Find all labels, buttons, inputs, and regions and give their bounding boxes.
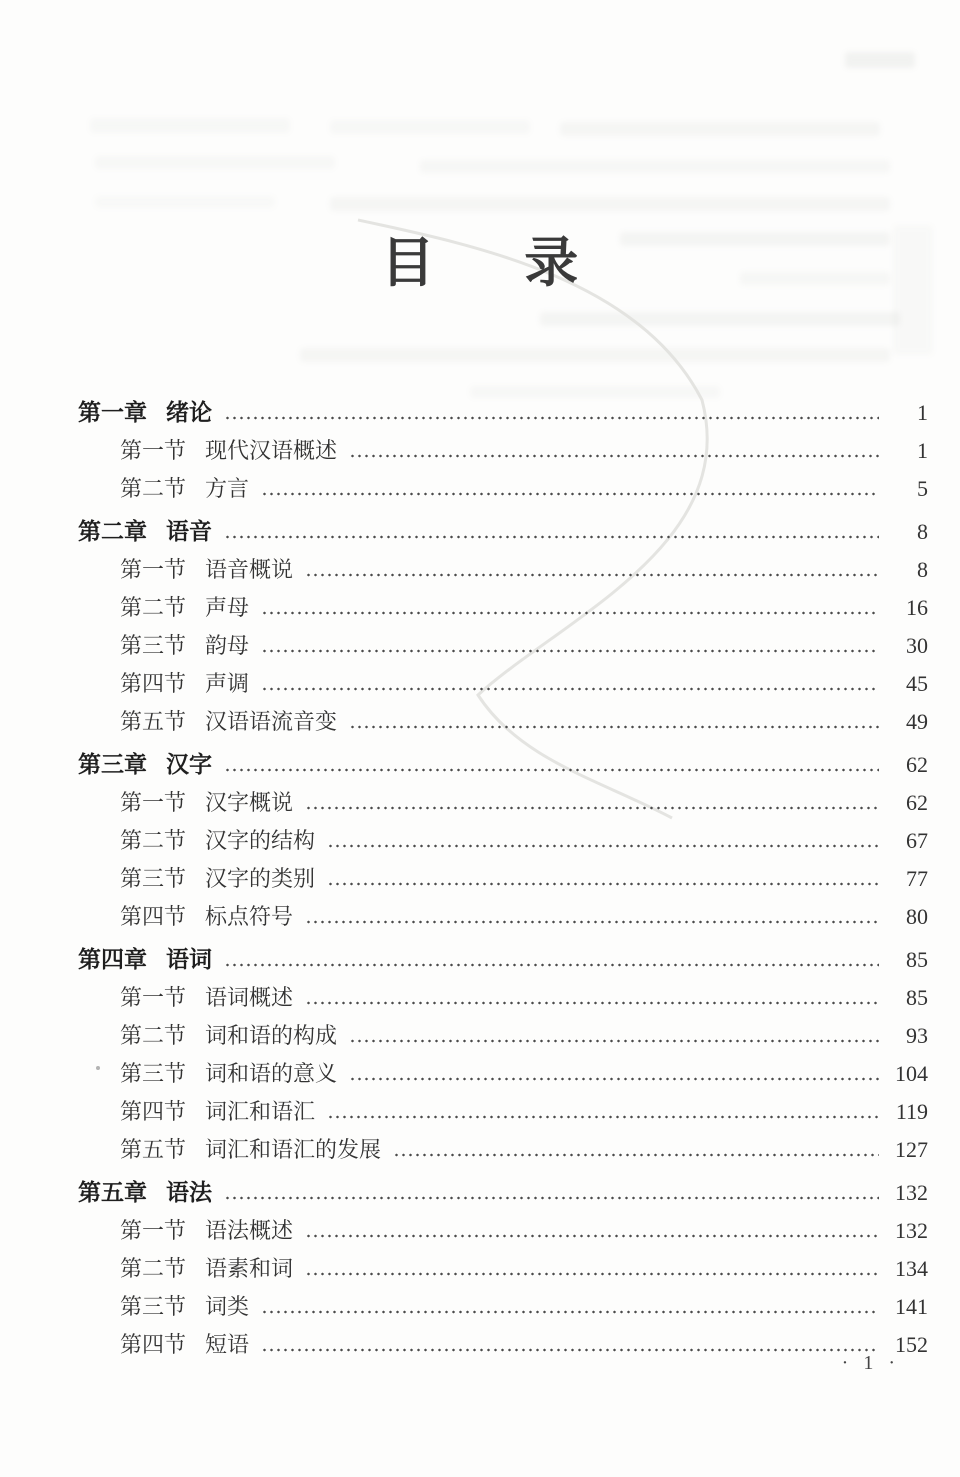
toc-entry-page: 93	[906, 1023, 928, 1048]
scan-smudge	[300, 348, 890, 362]
toc-entry-title: 语法	[166, 1180, 212, 1205]
dot-leader	[349, 1077, 879, 1081]
toc-entry-title: 汉字的结构	[205, 828, 316, 853]
toc-entry-label: 第一节	[120, 1218, 187, 1243]
footer-page-number: · 1 ·	[841, 1352, 900, 1374]
toc-entry-section	[78, 1212, 928, 1250]
toc-entry-chapter	[78, 1174, 928, 1212]
toc-entry-title: 词汇和语汇	[205, 1099, 316, 1124]
scan-smudge	[540, 312, 900, 326]
toc-entry-label: 第三节	[120, 1294, 187, 1319]
toc-entry-section	[78, 1055, 928, 1093]
toc-entry-section	[78, 1131, 928, 1169]
dot-leader	[224, 768, 879, 772]
toc-entry-section	[78, 1017, 928, 1055]
toc-entry-title: 汉语语流音变	[205, 709, 338, 734]
toc-entry-chapter	[78, 394, 928, 432]
toc-entry-page: 49	[906, 709, 928, 734]
toc-entry-title: 语词	[166, 947, 212, 972]
toc-entry-page: 30	[906, 633, 928, 658]
toc-entry-label: 第二节	[120, 1256, 187, 1281]
toc-entry-title: 声母	[205, 595, 250, 620]
scan-smudge	[330, 120, 530, 134]
toc-entry-page: 1	[917, 438, 928, 463]
toc-entry-section	[78, 1326, 928, 1364]
toc-entry-title: 语音	[166, 519, 212, 544]
dot-leader	[224, 416, 879, 420]
toc-entry-page: 45	[906, 671, 928, 696]
toc-entry-title: 词和语的构成	[205, 1023, 338, 1048]
toc-entry-section	[78, 822, 928, 860]
toc-entry-label: 第五节	[120, 709, 187, 734]
dot-leader	[261, 1348, 879, 1352]
toc-entry-label: 第一章	[78, 400, 147, 425]
toc-entry-label: 第三节	[120, 866, 187, 891]
toc-entry-section	[78, 589, 928, 627]
toc-entry-label: 第四节	[120, 1099, 187, 1124]
toc-entry-chapter	[78, 513, 928, 551]
toc-entry-page: 119	[895, 1099, 928, 1124]
toc-entry-section	[78, 784, 928, 822]
toc-entry-title: 声调	[205, 671, 250, 696]
toc-entry-label: 第二节	[120, 595, 187, 620]
dot-leader	[305, 920, 879, 924]
toc-entry-label: 第四章	[78, 947, 147, 972]
toc-entry-title: 语词概述	[205, 985, 294, 1010]
dot-leader	[349, 1039, 879, 1043]
toc-entry-page: 8	[917, 519, 928, 544]
toc-entry-page: 152	[895, 1332, 928, 1357]
toc-entry-label: 第四节	[120, 671, 187, 696]
toc-entry-title: 词汇和语汇的发展	[205, 1137, 382, 1162]
toc-list	[78, 394, 928, 1364]
toc-entry-page: 62	[906, 752, 928, 777]
scan-smudge	[420, 160, 890, 173]
toc-entry-title: 韵母	[205, 633, 250, 658]
dot-leader	[327, 882, 879, 886]
toc-entry-page: 62	[906, 790, 928, 815]
dot-leader	[261, 611, 879, 615]
toc-entry-label: 第二节	[120, 828, 187, 853]
toc-entry-label: 第三节	[120, 633, 187, 658]
toc-entry-section	[78, 470, 928, 508]
toc-entry-section	[78, 627, 928, 665]
dot-leader	[261, 492, 879, 496]
toc-entry-chapter	[78, 746, 928, 784]
toc-entry-page: 132	[895, 1218, 928, 1243]
toc-entry-label: 第五节	[120, 1137, 187, 1162]
toc-entry-label: 第二节	[120, 1023, 187, 1048]
dot-leader	[305, 806, 879, 810]
toc-entry-section	[78, 1288, 928, 1326]
toc-entry-chapter	[78, 941, 928, 979]
toc-entry-page: 132	[895, 1180, 928, 1205]
toc-entry-page: 8	[917, 557, 928, 582]
toc-entry-section	[78, 979, 928, 1017]
toc-entry-section	[78, 665, 928, 703]
scan-smudge	[845, 52, 915, 68]
toc-entry-title: 汉字	[166, 752, 212, 777]
dot-leader	[224, 1196, 879, 1200]
toc-entry-label: 第一节	[120, 557, 187, 582]
toc-entry-page: 1	[917, 400, 928, 425]
toc-entry-section	[78, 703, 928, 741]
scan-smudge	[90, 118, 290, 133]
toc-entry-page: 80	[906, 904, 928, 929]
toc-entry-page: 5	[917, 476, 928, 501]
toc-entry-section	[78, 1093, 928, 1131]
toc-entry-title: 语素和词	[205, 1256, 294, 1281]
dot-leader	[305, 573, 879, 577]
page-title: 目 录	[380, 233, 580, 293]
dot-leader	[393, 1153, 879, 1157]
dot-leader	[349, 725, 879, 729]
dot-leader	[327, 844, 879, 848]
toc-entry-label: 第四节	[120, 1332, 187, 1357]
toc-entry-page: 104	[895, 1061, 928, 1086]
toc-entry-page: 67	[906, 828, 928, 853]
toc-entry-section	[78, 898, 928, 936]
scan-smudge	[95, 196, 275, 208]
toc-entry-title: 短语	[205, 1332, 250, 1357]
toc-entry-title: 词和语的意义	[205, 1061, 338, 1086]
dot-leader	[261, 1310, 879, 1314]
toc-entry-title: 现代汉语概述	[205, 438, 338, 463]
toc-entry-label: 第五章	[78, 1180, 147, 1205]
toc-entry-section	[78, 860, 928, 898]
toc-entry-title: 绪论	[166, 400, 212, 425]
toc-entry-section	[78, 551, 928, 589]
toc-entry-page: 127	[895, 1137, 928, 1162]
dot-leader	[305, 1234, 879, 1238]
toc-entry-label: 第一节	[120, 985, 187, 1010]
dot-leader	[305, 1272, 879, 1276]
toc-entry-title: 方言	[205, 476, 250, 501]
toc-entry-label: 第一节	[120, 790, 187, 815]
toc-entry-label: 第三章	[78, 752, 147, 777]
toc-entry-page: 77	[906, 866, 928, 891]
dot-leader	[349, 454, 879, 458]
toc-entry-label: 第三节	[120, 1061, 187, 1086]
toc-entry-title: 语法概述	[205, 1218, 294, 1243]
dot-leader	[224, 535, 879, 539]
dot-leader	[305, 1001, 879, 1005]
toc-entry-title: 汉字概说	[205, 790, 294, 815]
scan-smudge	[95, 156, 335, 169]
scan-smudge	[330, 197, 890, 211]
toc-entry-page: 134	[895, 1256, 928, 1281]
toc-entry-page: 85	[906, 947, 928, 972]
toc-entry-title: 标点符号	[205, 904, 294, 929]
toc-entry-page: 141	[895, 1294, 928, 1319]
toc-entry-section	[78, 432, 928, 470]
toc-entry-label: 第二节	[120, 476, 187, 501]
dot-leader	[327, 1115, 879, 1119]
toc-entry-title: 语音概说	[205, 557, 294, 582]
toc-entry-title: 词类	[205, 1294, 250, 1319]
dot-leader	[224, 963, 879, 967]
toc-entry-section	[78, 1250, 928, 1288]
toc-entry-label: 第一节	[120, 438, 187, 463]
toc-entry-label: 第二章	[78, 519, 147, 544]
scan-smudge	[560, 122, 880, 136]
dot-leader	[261, 687, 879, 691]
toc-entry-page: 85	[906, 985, 928, 1010]
toc-entry-title: 汉字的类别	[205, 866, 316, 891]
toc-entry-page: 16	[906, 595, 928, 620]
toc-entry-label: 第四节	[120, 904, 187, 929]
dot-leader	[261, 649, 879, 653]
